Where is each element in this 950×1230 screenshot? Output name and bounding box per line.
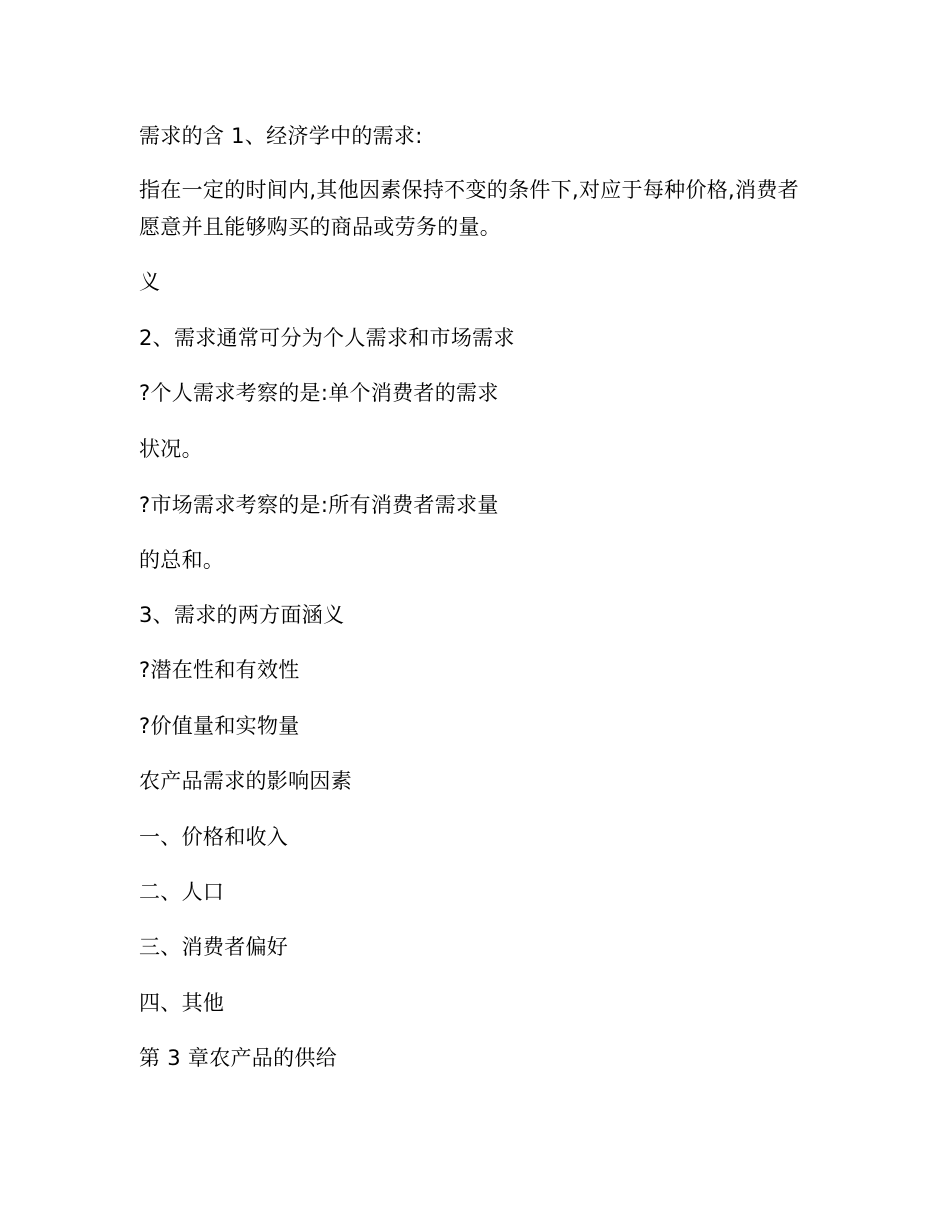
meaning-fragment: 义	[139, 270, 161, 294]
individual-demand-item: ?个人需求考察的是:单个消费者的需求	[139, 381, 499, 405]
market-demand-continuation: 的总和。	[139, 548, 225, 572]
market-demand-item: ?市场需求考察的是:所有消费者需求量	[139, 493, 499, 517]
factor-item-preference: 三、消费者偏好	[139, 935, 289, 959]
individual-demand-continuation: 状况。	[139, 437, 203, 461]
demand-definition-text: 指在一定的时间内,其他因素保持不变的条件下,对应于每种价格,消费者愿意并且能够购买的商品或劳务的量。	[139, 178, 799, 239]
factor-item-other: 四、其他	[139, 991, 225, 1015]
demand-types-heading: 2、需求通常可分为个人需求和市场需求	[139, 326, 515, 350]
aspect-item-potential: ?潜在性和有效性	[139, 658, 300, 682]
demand-definition-heading: 需求的含 1、经济学中的需求:	[139, 124, 423, 148]
aspect-item-value: ?价值量和实物量	[139, 714, 300, 738]
factor-item-price-income: 一、价格和收入	[139, 825, 289, 849]
factor-item-population: 二、人口	[139, 880, 225, 904]
factors-heading: 农产品需求的影响因素	[139, 769, 352, 793]
chapter-heading: 第 3 章农产品的供给	[139, 1046, 338, 1070]
demand-aspects-heading: 3、需求的两方面涵义	[139, 603, 345, 627]
